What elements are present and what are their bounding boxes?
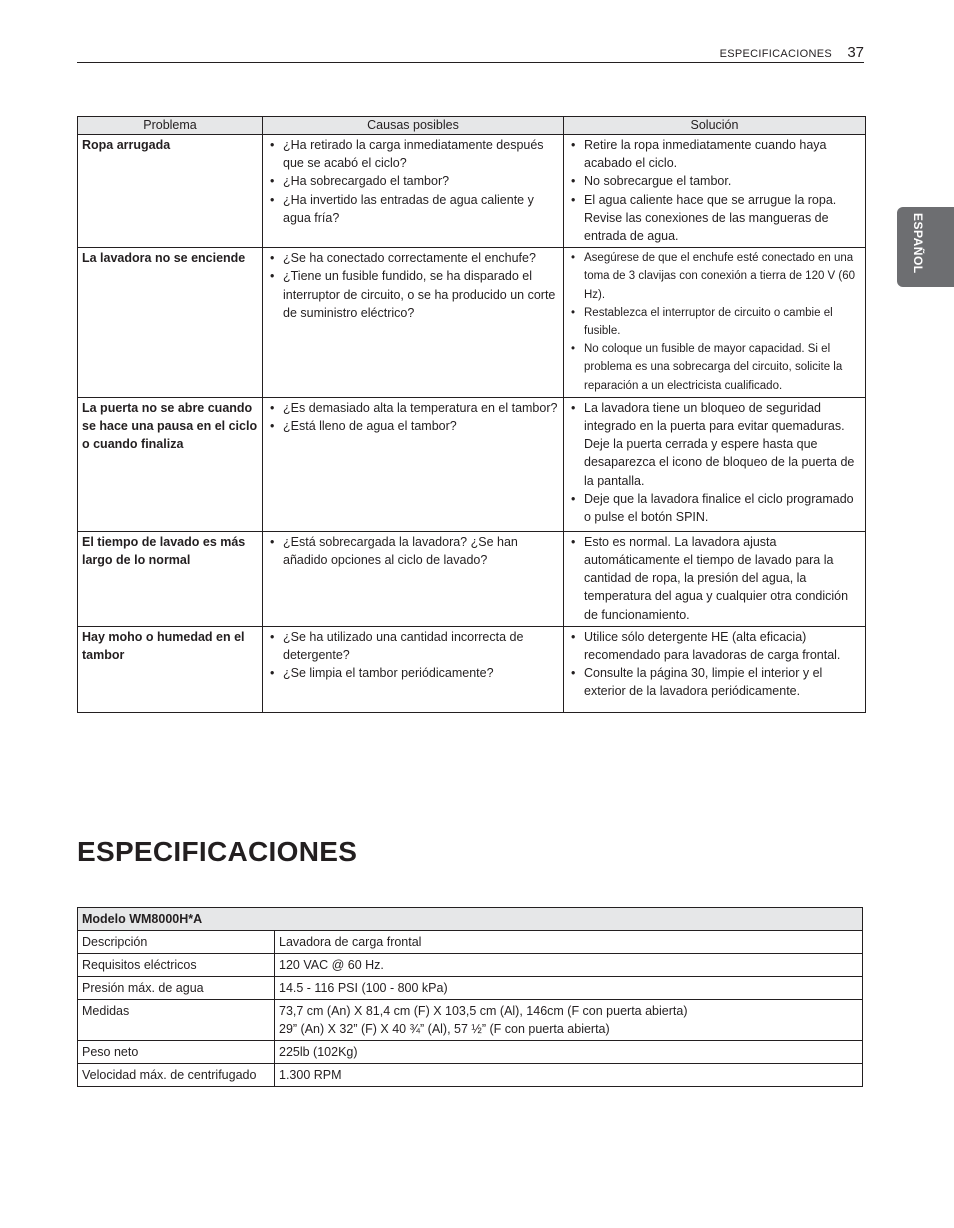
list-item: • ¿Ha invertido las entradas de agua caliente y agua fría? [267,191,560,227]
spec-value-line: 29” (An) X 32” (F) X 40 ¾” (Al), 57 ½” (F con puerta abierta) [279,1022,610,1036]
problem-cell: Ropa arrugada [78,135,263,248]
troubleshooting-table [77,116,866,713]
specifications-heading: ESPECIFICACIONES [77,836,358,867]
table-row [78,954,863,977]
list-item: • No sobrecargue el tambor. [568,172,862,190]
spec-value-line: 73,7 cm (An) X 81,4 cm (F) X 103,5 cm (Al), 146cm (F con puerta abierta) [279,1004,688,1018]
spec-label: Velocidad máx. de centrifugado [78,1064,275,1087]
page-number: 37 [847,44,864,61]
spec-label: Medidas [78,1000,275,1041]
table-header-row [78,117,866,135]
solution-cell [564,135,866,248]
solution-cell [564,531,866,626]
spec-value: 120 VAC @ 60 Hz. [275,954,863,977]
model-name: Modelo WM8000H*A [78,908,863,931]
table-row [78,397,866,531]
list-item: • ¿Está sobrecargada la lavadora? ¿Se han añadido opciones al ciclo de lavado? [267,533,560,569]
spec-value: 1.300 RPM [275,1064,863,1087]
causes-cell [263,397,564,531]
list-item: • La lavadora tiene un bloqueo de seguridad integrado en la puerta para evitar quemaduras. Deje la puerta cerrada y espere hasta que desaparezca el icono de bloqueo de la puerta de la pantalla. [568,399,862,490]
spec-label: Peso neto [78,1041,275,1064]
list-item: • ¿Tiene un fusible fundido, se ha disparado el interruptor de circuito, o se ha producido un corte de suministro eléctrico? [267,267,560,322]
spec-label: Presión máx. de agua [78,977,275,1000]
causes-cell [263,135,564,248]
problem-cell: Hay moho o humedad en el tambor [78,626,263,712]
column-header-causes: Causas posibles [263,117,564,135]
list-item: • El agua caliente hace que se arrugue la ropa. Revise las conexiones de las mangueras de entrada de agua. [568,191,862,246]
spec-label: Requisitos eléctricos [78,954,275,977]
causes-cell [263,248,564,398]
list-item: • ¿Está lleno de agua el tambor? [267,417,560,435]
table-row [78,977,863,1000]
page-header [77,44,864,63]
language-tab [897,207,954,287]
spec-value: Lavadora de carga frontal [275,931,863,954]
list-item: • Deje que la lavadora finalice el ciclo programado o pulse el botón SPIN. [568,490,862,526]
problem-cell: El tiempo de lavado es más largo de lo normal [78,531,263,626]
causes-cell [263,531,564,626]
solution-cell [564,397,866,531]
problem-cell: La puerta no se abre cuando se hace una pausa en el ciclo o cuando finaliza [78,397,263,531]
list-item: • ¿Se ha conectado correctamente el enchufe? [267,249,560,267]
table-row [78,931,863,954]
table-row [78,248,866,398]
language-tab-label: ESPAÑOL [911,213,925,274]
list-item: • ¿Se ha utilizado una cantidad incorrecta de detergente? [267,628,560,664]
spec-value [275,1000,863,1041]
column-header-solution: Solución [564,117,866,135]
spec-label: Descripción [78,931,275,954]
solution-cell [564,248,866,398]
list-item: • Asegúrese de que el enchufe esté conectado en una toma de 3 clavijas con conexión a tierra de 120 V (60 Hz). [568,249,862,304]
problem-cell: La lavadora no se enciende [78,248,263,398]
table-row [78,135,866,248]
table-row [78,908,863,931]
causes-cell [263,626,564,712]
list-item: • Esto es normal. La lavadora ajusta automáticamente el tiempo de lavado para la cantidad de ropa, la presión del agua, la temperatura del agua y cualquier otra condición de funcionamiento. [568,533,862,624]
list-item: • Retire la ropa inmediatamente cuando haya acabado el ciclo. [568,136,862,172]
column-header-problem: Problema [78,117,263,135]
list-item: • No coloque un fusible de mayor capacidad. Si el problema es una sobrecarga del circuito, solicite la reparación a un electricista cualificado. [568,340,862,395]
table-row [78,626,866,712]
list-item: • ¿Ha retirado la carga inmediatamente después que se acabó el ciclo? [267,136,560,172]
list-item: • ¿Se limpia el tambor periódicamente? [267,664,560,682]
table-row [78,1000,863,1041]
list-item: • Utilice sólo detergente HE (alta eficacia) recomendado para lavadoras de carga frontal. [568,628,862,664]
table-row [78,531,866,626]
solution-cell [564,626,866,712]
spec-value: 225lb (102Kg) [275,1041,863,1064]
table-row [78,1041,863,1064]
list-item: • Consulte la página 30, limpie el interior y el exterior de la lavadora periódicamente. [568,664,862,700]
specifications-table [77,907,863,1087]
list-item: • ¿Es demasiado alta la temperatura en el tambor? [267,399,560,417]
list-item: • ¿Ha sobrecargado el tambor? [267,172,560,190]
header-section-title: ESPECIFICACIONES [719,48,832,60]
list-item: • Restablezca el interruptor de circuito o cambie el fusible. [568,304,862,340]
spec-value: 14.5 - 116 PSI (100 - 800 kPa) [275,977,863,1000]
table-row [78,1064,863,1087]
